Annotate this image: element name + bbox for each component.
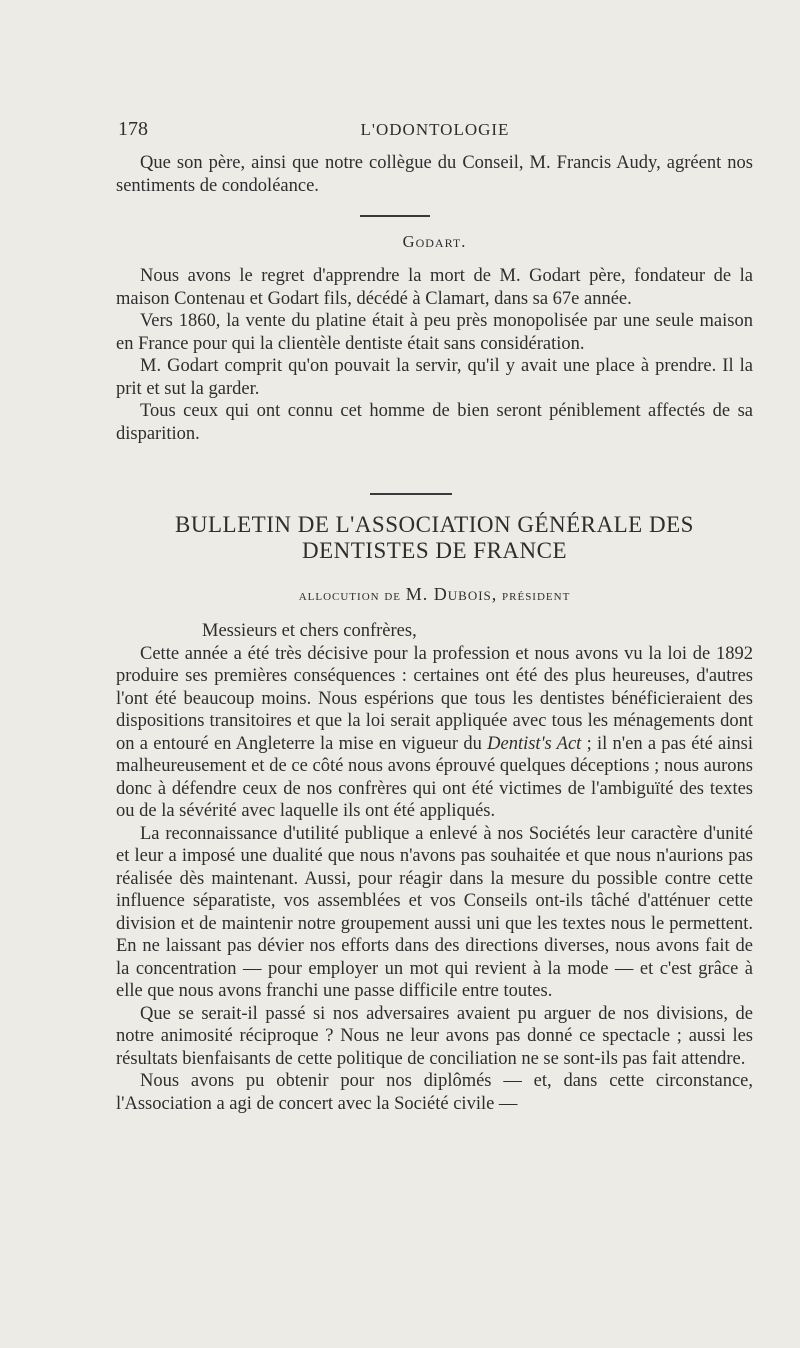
bulletin-paragraph-4: Nous avons pu obtenir pour nos diplômés — et, dans cette circonstance, l'Association a agi de concert avec la Société civile — <box>116 1071 753 1114</box>
bulletin-paragraph-1 <box>116 643 753 823</box>
subtitle-prefix: allocution de <box>298 588 401 604</box>
bulletin-paragraph-1-end: ; il n'en a pas été ainsi malheureusement et de ce côté nous avons éprouvé quelques déceptions ; nous aurons donc à défendre ceux de nos confrères qui ont été victimes de l'ambiguïté des textes ou de la sévérité avec laquelle ils ont été appliqués. <box>116 733 753 821</box>
salutation: Messieurs et chers confrères, <box>202 621 417 641</box>
subtitle-suffix: président <box>502 588 571 604</box>
intro-paragraph: Que son père, ainsi que notre collègue du Conseil, M. Francis Audy, agréent nos sentiments de condoléance. <box>116 153 753 196</box>
intro-section <box>116 152 753 197</box>
section-title-godart: Godart. <box>402 232 467 251</box>
bulletin-title <box>116 512 753 564</box>
godart-paragraph-4: Tous ceux qui ont connu cet homme de bien seront péniblement affectés de sa disparition. <box>116 401 753 444</box>
godart-paragraph-3: M. Godart comprit qu'on pouvait la servir, qu'il y avait une place à prendre. Il la prit et sut la garder. <box>116 356 753 399</box>
running-title: L'ODONTOLOGIE <box>360 120 510 139</box>
bulletin-title-line-2: DENTISTES DE FRANCE <box>301 538 568 563</box>
page-header <box>118 118 752 142</box>
godart-section <box>116 265 753 445</box>
bulletin-paragraph-3: Que se serait-il passé si nos adversaires avaient pu arguer de nos divisions, de notre animosité réciproque ? Nous ne leur avons pas donné ce spectacle ; aussi les résultats bienfaisants de cette politique de conciliation ne se sont-ils pas fait attendre. <box>116 1003 753 1069</box>
dentists-act-italic: Dentist's Act <box>487 733 582 754</box>
section-divider <box>360 215 430 217</box>
godart-paragraph-2: Vers 1860, la vente du platine était à peu près monopolisée par une seule maison en France pour qui la clientèle dentiste était sans considération. <box>116 311 753 354</box>
page-number: 178 <box>118 118 148 140</box>
bulletin-title-line-1: BULLETIN DE L'ASSOCIATION GÉNÉRALE DES <box>175 512 694 537</box>
bulletin-body <box>116 620 753 1115</box>
godart-heading <box>116 232 753 262</box>
section-divider-2 <box>370 493 452 495</box>
bulletin-paragraph-2: La reconnaissance d'utilité publique a enlevé à nos Sociétés leur caractère d'unité et leur a imposé une dualité que nous n'avons pas souhaitée et que nous n'aurions pas réalisée dès maintenant. Aussi, pour réagir dans la mesure du possible contre cette influence séparatiste, vos assemblées et vos Conseils ont-ils tâché d'atténuer cette division et de maintenir notre groupement aussi uni que les textes nous le permettent. En ne laissant pas dévier nos efforts dans des directions diverses, nous avons fait de la concentration — pour employer un mot qui revient à la mode — et c'est grâce à elle que nous avons franchi une passe difficile entre toutes. <box>116 823 753 1001</box>
bulletin-paragraph-1-start: Cette année a été très décisive pour la profession et nous avons vu la loi de 1892 produire ses premières conséquences : certaines ont été des plus heureuses, d'autres l'ont été beaucoup moins. Nous espérions que tous les dentistes bénéficieraient des dispositions transitoires et que la loi serait appliquée avec tous les ménagements dont on a entouré en Angleterre la mise en vigueur du <box>116 643 753 754</box>
bulletin-subtitle <box>116 584 753 605</box>
subtitle-name: M. Dubois, <box>405 584 498 604</box>
godart-paragraph-1: Nous avons le regret d'apprendre la mort de M. Godart père, fondateur de la maison Contenau et Godart fils, décédé à Clamart, dans sa 67e année. <box>116 266 753 309</box>
bulletin-subtitle-row <box>116 584 753 608</box>
